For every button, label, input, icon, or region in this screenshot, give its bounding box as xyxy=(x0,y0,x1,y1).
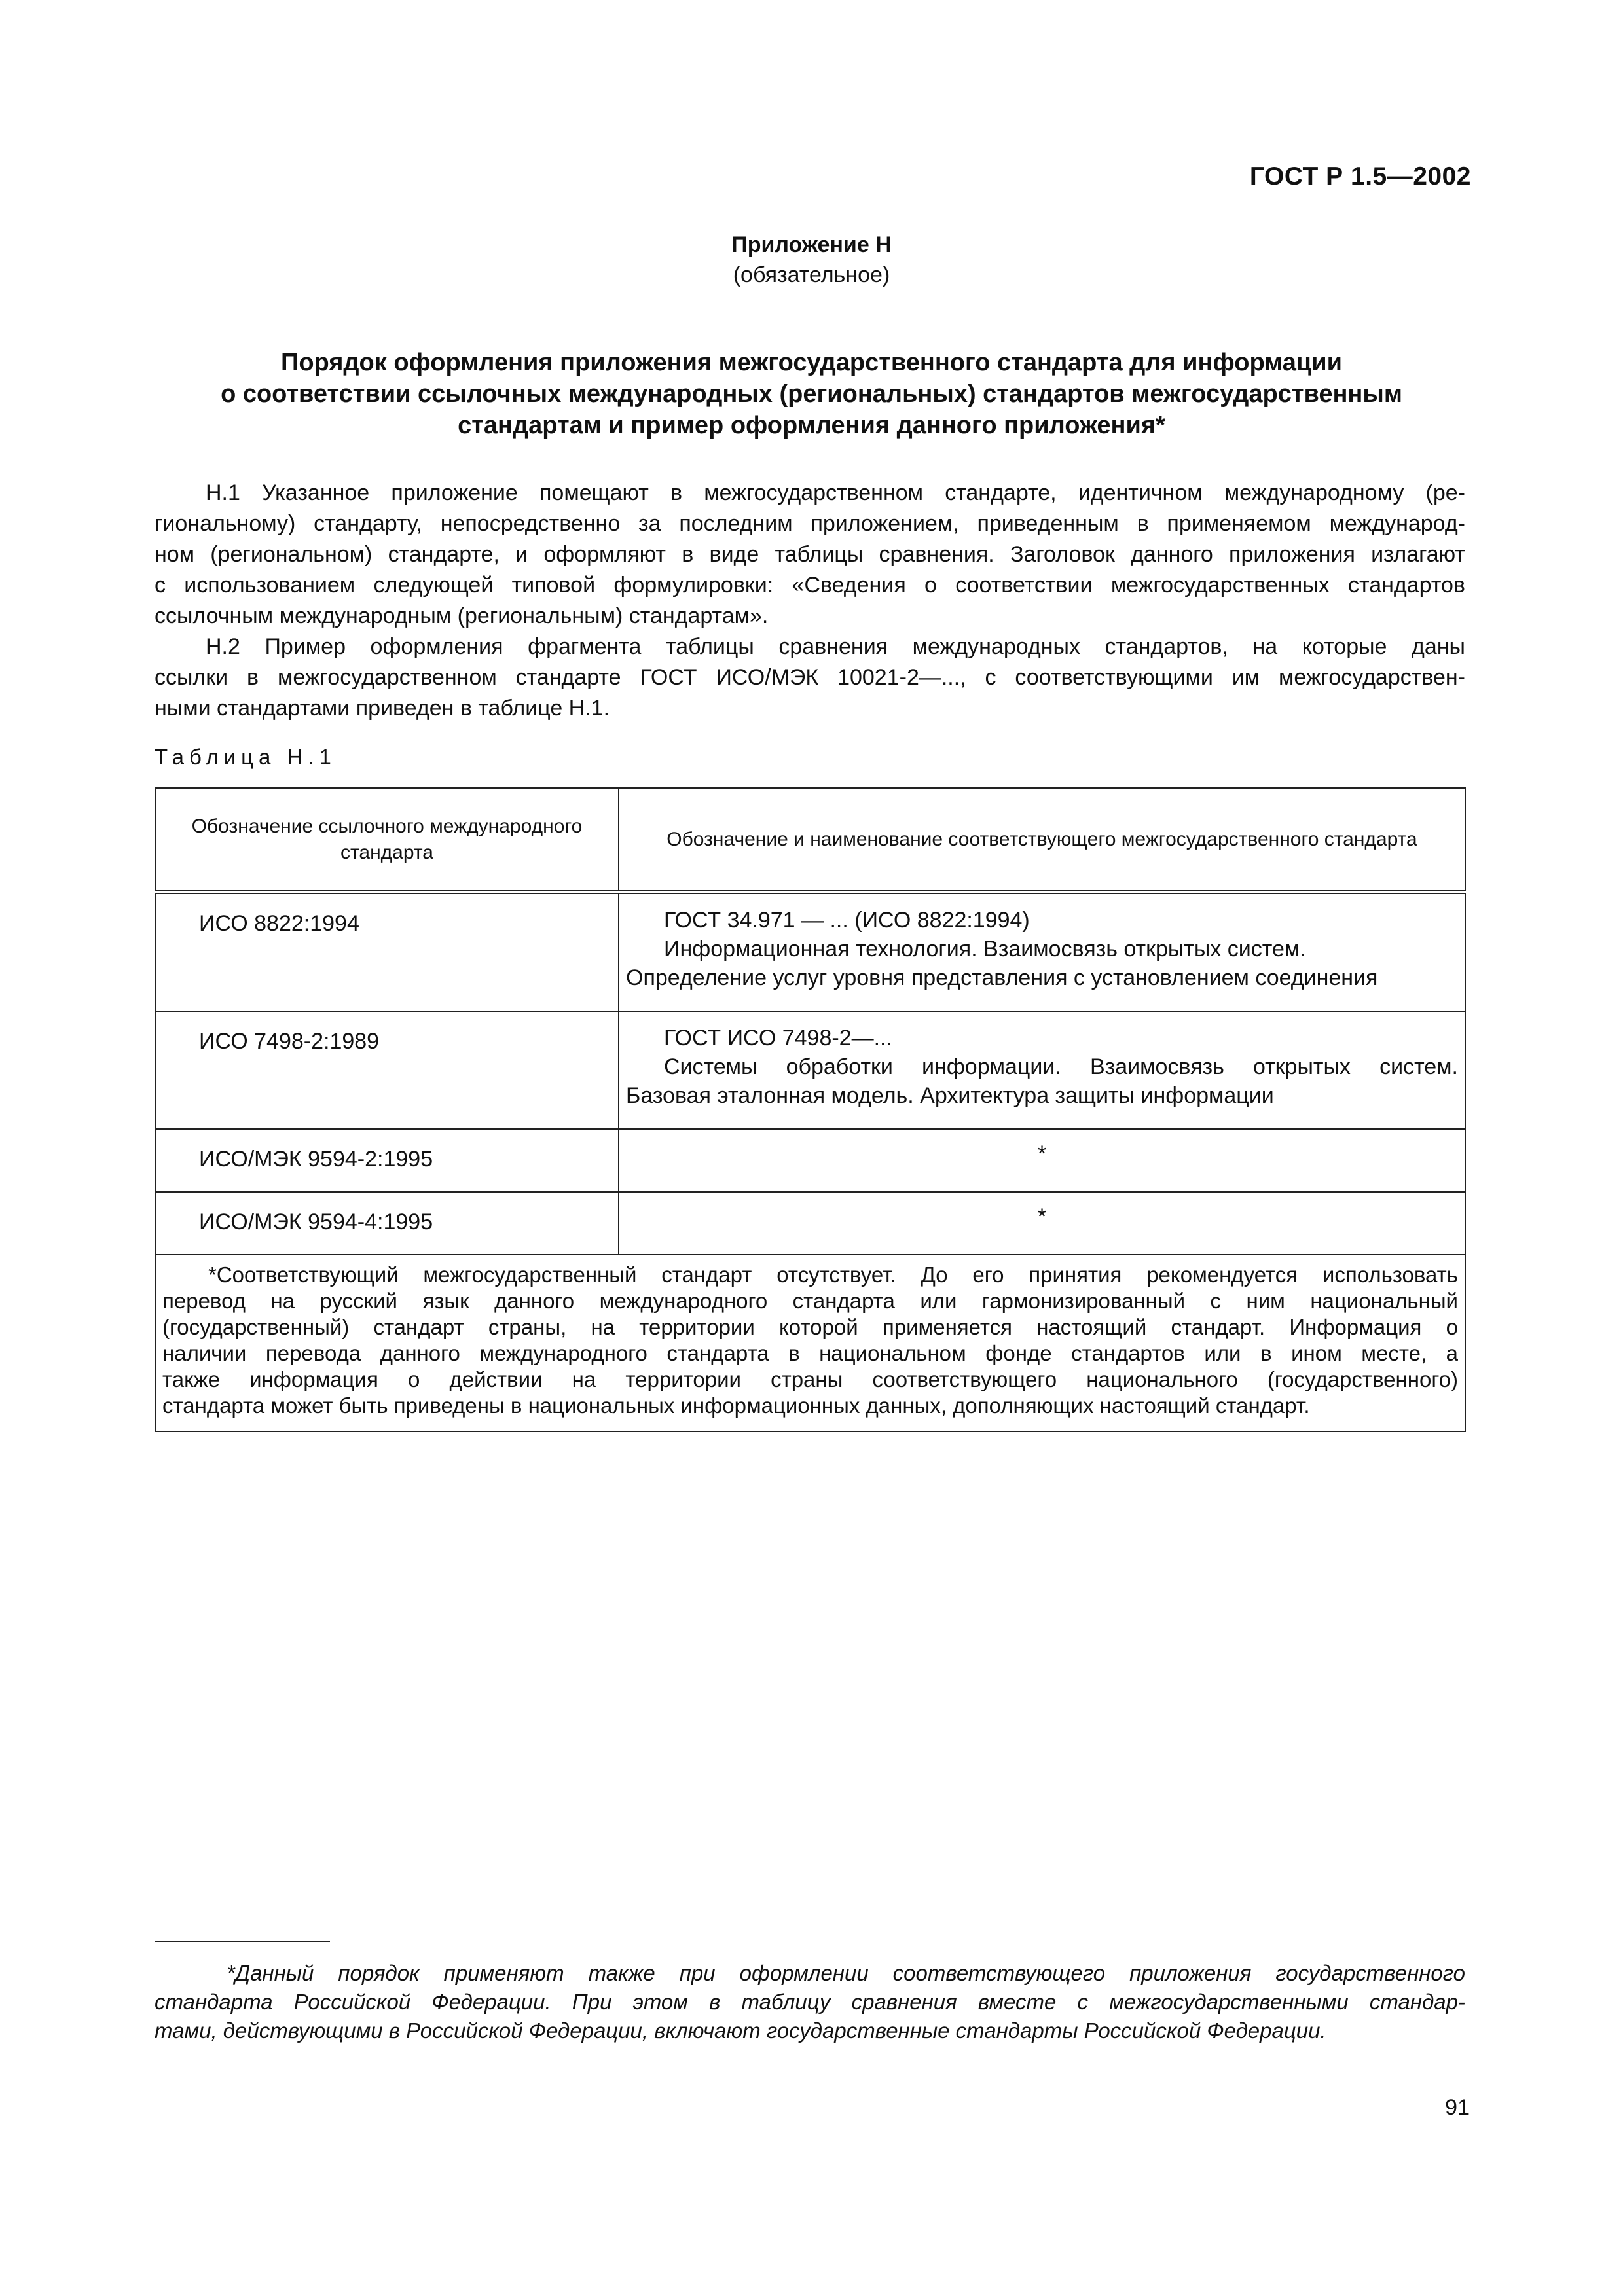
comparison-table xyxy=(155,787,1466,1432)
paragraph-line: Н.1 Указанное приложение помещают в межгосударственном стандарте, идентичном международному (ре- xyxy=(206,480,1465,505)
table-cell-asterisk: * xyxy=(619,1129,1465,1192)
table-header-row xyxy=(155,788,1465,892)
standard-line: Определение услуг уровня представления с установлением соединения xyxy=(626,965,1378,990)
footnote-divider xyxy=(155,1941,330,1942)
table-row xyxy=(155,892,1465,1011)
table-header-ref: Обозначение ссылочного международного стандарта xyxy=(155,788,619,892)
standard-line: Базовая эталонная модель. Архитектура защиты информации xyxy=(626,1083,1274,1108)
standard-line: ГОСТ 34.971 — ... (ИСО 8822:1994) xyxy=(664,908,1030,933)
paragraph-line: гиональному) стандарту, непосредственно за последним приложением, приведенным в применяемом международ- xyxy=(155,511,1465,536)
appendix-status: (обязательное) xyxy=(733,262,890,287)
standard-line: Информационная технология. Взаимосвязь открытых систем. xyxy=(664,937,1306,961)
table-row xyxy=(155,1011,1465,1129)
body-paragraphs xyxy=(155,478,1465,724)
table-note-row xyxy=(155,1255,1465,1431)
table-cell-ref: ИСО/МЭК 9594-2:1995 xyxy=(155,1129,619,1192)
table-cell-ref: ИСО/МЭК 9594-4:1995 xyxy=(155,1192,619,1255)
paragraph-line: ными стандартами приведен в таблице Н.1. xyxy=(155,696,610,721)
table-label: Таблица Н.1 xyxy=(155,745,337,769)
section-title-line: о соответствии ссылочных международных (региональных) стандартов межгосударственным xyxy=(221,380,1402,408)
standard-line: Системы обработки информации. Взаимосвязь открытых систем. xyxy=(664,1054,1458,1079)
table-note xyxy=(155,1255,1465,1431)
paragraph-line: с использованием следующей типовой формулировки: «Сведения о соответствии межгосударственных стандартов xyxy=(155,573,1465,598)
table-cell-ref: ИСО 8822:1994 xyxy=(155,892,619,1011)
table-cell-ref: ИСО 7498-2:1989 xyxy=(155,1011,619,1129)
section-title xyxy=(151,347,1472,441)
section-title-line: Порядок оформления приложения межгосударственного стандарта для информации xyxy=(281,349,1342,376)
table-row xyxy=(155,1129,1465,1192)
table-header-name: Обозначение и наименование соответствующего межгосударственного стандарта xyxy=(619,788,1465,892)
section-title-line: стандартам и пример оформления данного приложения* xyxy=(458,412,1165,439)
table-cell-standard xyxy=(619,1011,1465,1129)
note-line: наличии перевода данного международного стандарта в национальном фонде стандартов или в ином месте, а xyxy=(162,1341,1458,1365)
footnote-line: тами, действующими в Российской Федерации, включают государственные стандарты Российской Федерации. xyxy=(155,2018,1326,2043)
table-cell-standard xyxy=(619,892,1465,1011)
note-line: также информация о действии на территории страны соответствующего национального (государственного) xyxy=(162,1367,1458,1391)
appendix-title: Приложение Н xyxy=(731,232,892,257)
paragraph-line: ном (региональном) стандарте, и оформляют в виде таблицы сравнения. Заголовок данного приложения излагают xyxy=(155,542,1465,567)
table-row xyxy=(155,1192,1465,1255)
note-line: стандарта может быть приведены в национальных информационных данных, дополняющих настоящий стандарт. xyxy=(162,1393,1310,1418)
page-number: 91 xyxy=(1445,2095,1470,2120)
footnote-line: стандарта Российской Федерации. При этом в таблицу сравнения вместе с межгосударственными стандар- xyxy=(155,1990,1465,2014)
table-cell-asterisk: * xyxy=(619,1192,1465,1255)
paragraph-line: ссылки в межгосударственном стандарте ГОСТ ИСО/МЭК 10021-2—..., с соответствующими им межгосударствен- xyxy=(155,665,1465,690)
paragraph-line: Н.2 Пример оформления фрагмента таблицы сравнения международных стандартов, на которые даны xyxy=(206,634,1465,659)
paragraph-line: ссылочным международным (региональным) стандартам». xyxy=(155,603,769,628)
standard-line: ГОСТ ИСО 7498-2—... xyxy=(664,1026,892,1050)
document-number: ГОСТ Р 1.5—2002 xyxy=(1249,162,1471,190)
note-line: перевод на русский язык данного международного стандарта или гармонизированный с ним национальный xyxy=(162,1289,1458,1313)
note-line: (государственный) стандарт страны, на территории которой применяется настоящий стандарт. Информация о xyxy=(162,1315,1458,1339)
footnote-line: *Данный порядок применяют также при оформлении соответствующего приложения государственного xyxy=(227,1961,1465,1985)
note-line: *Соответствующий межгосударственный стандарт отсутствует. До его принятия рекомендуется использовать xyxy=(208,1263,1458,1287)
footnote xyxy=(155,1959,1465,2045)
